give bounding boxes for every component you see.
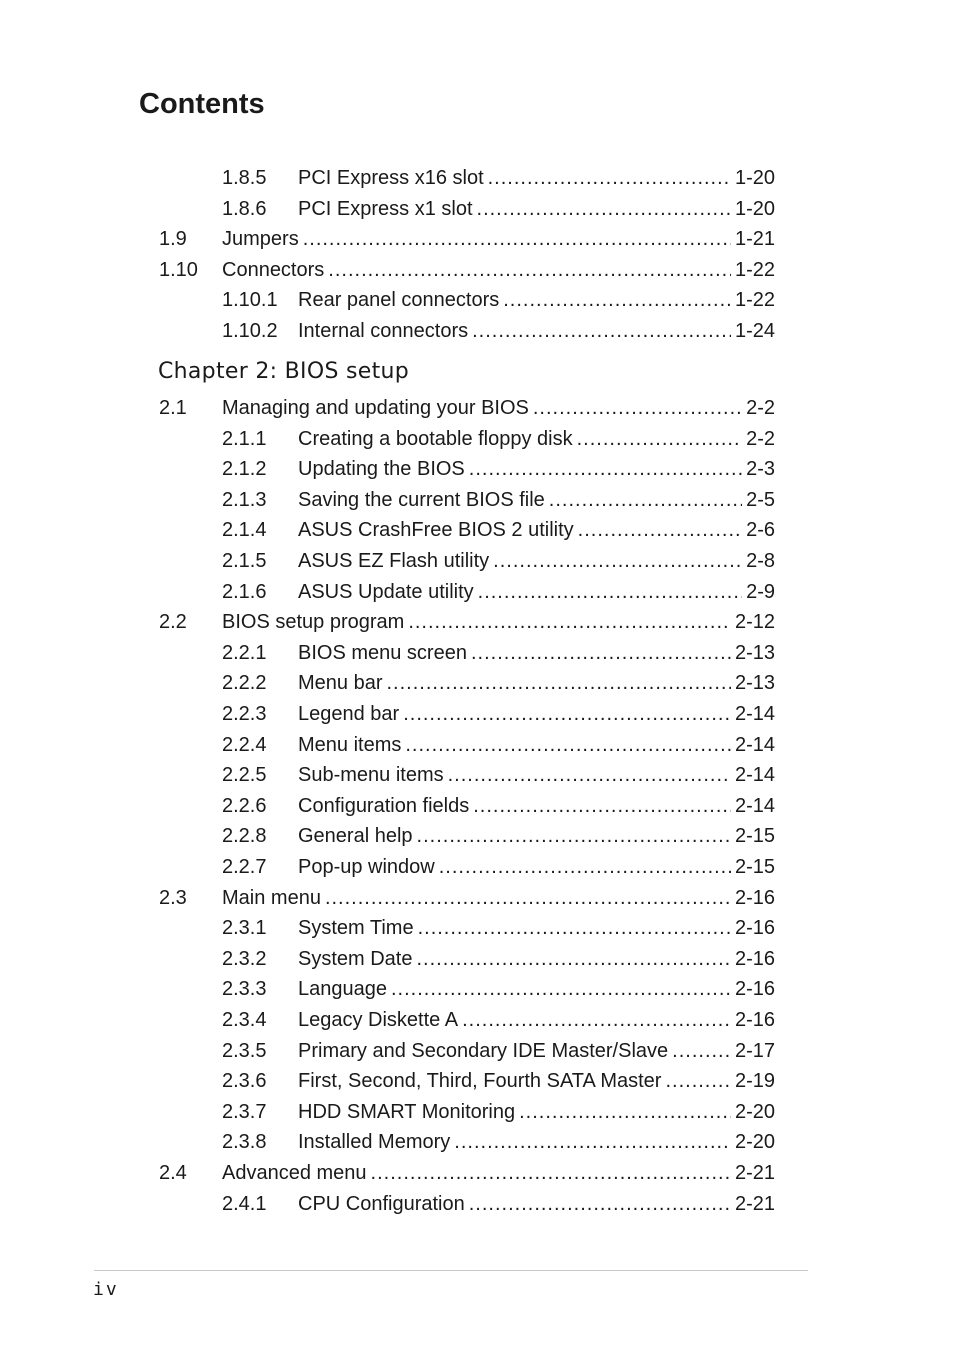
toc-entry-number: 2.2.8 xyxy=(222,825,267,848)
toc-entry-page: 2-20 xyxy=(734,1100,775,1123)
toc-entry-title: Creating a bootable floppy disk xyxy=(298,427,573,450)
toc-entry-number: 2.3.8 xyxy=(222,1131,267,1154)
toc-entry[interactable] xyxy=(0,577,775,607)
toc-entry-number: 2.1.1 xyxy=(222,427,267,450)
toc-entry-number: 1.8.6 xyxy=(222,197,267,220)
toc-entry-title: Jumpers xyxy=(222,228,299,251)
dot-leader xyxy=(472,316,731,346)
toc-entry-title: Menu bar xyxy=(298,672,383,695)
toc-entry-number: 2.2.7 xyxy=(222,856,267,878)
dot-leader xyxy=(577,424,742,454)
toc-entry-number: 2.2.5 xyxy=(222,764,267,787)
dot-leader xyxy=(408,607,731,637)
toc-entry-page: 2-12 xyxy=(734,611,775,634)
footer-divider xyxy=(94,1270,808,1271)
toc-entry-title: Pop-up window xyxy=(298,856,435,878)
toc-entry[interactable] xyxy=(0,791,775,821)
toc-entry-page: 1-22 xyxy=(734,289,775,312)
toc-entry[interactable] xyxy=(0,1158,775,1188)
dot-leader xyxy=(469,1189,731,1219)
dot-leader xyxy=(665,1066,731,1096)
dot-leader xyxy=(672,1036,731,1066)
toc-entry-title: Legend bar xyxy=(298,703,400,725)
toc-entry-title: Advanced menu xyxy=(222,1162,367,1184)
toc-entry-page: 2-21 xyxy=(734,1192,775,1215)
toc-entry-page: 2-15 xyxy=(734,856,775,878)
toc-entry-number: 2.4.1 xyxy=(222,1192,267,1215)
toc-entry-title: Saving the current BIOS file xyxy=(298,488,545,511)
toc-entry-page: 1-20 xyxy=(734,167,775,189)
toc-entry[interactable] xyxy=(0,730,775,760)
toc-entry-title: Configuration fields xyxy=(298,794,470,817)
toc-entry-number: 2.3.2 xyxy=(222,947,267,970)
toc-entry[interactable] xyxy=(0,974,775,1004)
toc-entry-title: Updating the BIOS xyxy=(298,458,465,481)
toc-entry[interactable] xyxy=(0,668,775,698)
toc-entry[interactable] xyxy=(0,285,775,315)
toc-entry-title: System Date xyxy=(298,947,413,970)
dot-leader xyxy=(549,485,742,515)
toc-entry-page: 2-3 xyxy=(746,458,775,481)
toc-entry[interactable] xyxy=(0,638,775,668)
toc-entry-number: 2.3.7 xyxy=(222,1100,267,1123)
toc-entry-title: ASUS CrashFree BIOS 2 utility xyxy=(298,519,574,542)
dot-leader xyxy=(519,1097,731,1127)
dot-leader xyxy=(416,944,730,974)
dot-leader xyxy=(328,255,731,285)
toc-entry-page: 2-14 xyxy=(734,794,775,817)
toc-entry-title: General help xyxy=(298,825,413,848)
dot-leader xyxy=(391,974,731,1004)
toc-entry-page: 1-21 xyxy=(734,228,775,251)
toc-entry-page: 2-8 xyxy=(746,550,775,572)
toc-entry-page: 2-17 xyxy=(734,1039,775,1062)
dot-leader xyxy=(471,638,731,668)
toc-entry-page: 2-20 xyxy=(734,1131,775,1154)
toc-entry-number: 2.3 xyxy=(159,886,187,909)
dot-leader xyxy=(387,668,731,698)
toc-entry-page: 2-2 xyxy=(746,397,775,419)
dot-leader xyxy=(477,194,731,224)
toc-entry-number: 2.3.1 xyxy=(222,917,267,940)
toc-entry-title: Internal connectors xyxy=(298,320,469,342)
toc-entry-title: BIOS setup program xyxy=(222,611,405,634)
toc-entry[interactable] xyxy=(0,255,775,285)
chapter-heading: Chapter 2: BIOS setup xyxy=(158,359,410,384)
toc-entry-number: 2.2.4 xyxy=(222,733,267,756)
toc-entry[interactable] xyxy=(0,944,775,974)
toc-entry[interactable] xyxy=(0,1097,775,1127)
toc-entry-title: ASUS EZ Flash utility xyxy=(298,550,490,572)
toc-entry-page: 2-14 xyxy=(734,733,775,756)
toc-entry-title: Legacy Diskette A xyxy=(298,1009,459,1031)
toc-entry[interactable] xyxy=(0,424,775,454)
dot-leader xyxy=(403,699,731,729)
toc-entry[interactable] xyxy=(0,821,775,851)
dot-leader xyxy=(503,285,731,315)
dot-leader xyxy=(325,883,731,913)
toc-entry-page: 1-24 xyxy=(734,320,775,342)
toc-entry-title: Connectors xyxy=(222,258,325,281)
toc-entry-title: ASUS Update utility xyxy=(298,580,474,603)
toc-entry[interactable] xyxy=(0,1005,775,1035)
dot-leader xyxy=(303,224,731,254)
toc-entry[interactable] xyxy=(0,316,775,346)
toc-entry-page: 2-6 xyxy=(746,519,775,542)
dot-leader xyxy=(493,546,742,576)
toc-entry-title: Sub-menu items xyxy=(298,764,444,787)
toc-entry-number: 2.1 xyxy=(159,397,187,419)
toc-entry[interactable] xyxy=(0,1066,775,1096)
toc-entry[interactable] xyxy=(0,607,775,637)
toc-entry-number: 1.10.2 xyxy=(222,320,278,342)
dot-leader xyxy=(454,1127,731,1157)
toc-entry-page: 2-16 xyxy=(734,978,775,1001)
dot-leader xyxy=(448,760,731,790)
toc-entry-page: 2-16 xyxy=(734,1009,775,1031)
toc-entry-title: Installed Memory xyxy=(298,1131,451,1154)
dot-leader xyxy=(469,454,742,484)
dot-leader xyxy=(533,393,742,423)
toc-entry-page: 2-16 xyxy=(734,886,775,909)
toc-entry[interactable] xyxy=(0,1127,775,1157)
dot-leader xyxy=(478,577,742,607)
toc-entry-number: 2.2.1 xyxy=(222,641,267,664)
toc-entry-number: 2.1.2 xyxy=(222,458,267,481)
toc-entry-number: 2.2 xyxy=(159,611,187,634)
toc-entry-page: 2-19 xyxy=(734,1070,775,1093)
dot-leader xyxy=(417,821,731,851)
toc-entry-title: Primary and Secondary IDE Master/Slave xyxy=(298,1039,669,1062)
toc-entry-title: Language xyxy=(298,978,387,1001)
toc-entry-number: 2.1.4 xyxy=(222,519,267,542)
toc-entry-page: 1-22 xyxy=(734,258,775,281)
toc-entry-number: 2.3.5 xyxy=(222,1039,267,1062)
toc-entry-number: 2.2.6 xyxy=(222,794,267,817)
toc-entry[interactable] xyxy=(0,1036,775,1066)
toc-entry-number: 2.1.6 xyxy=(222,580,267,603)
toc-entry-page: 2-15 xyxy=(734,825,775,848)
dot-leader xyxy=(405,730,731,760)
toc-entry-page: 2-14 xyxy=(734,764,775,787)
toc-entry-page: 2-16 xyxy=(734,947,775,970)
dot-leader xyxy=(439,852,731,882)
toc-entry-number: 2.2.2 xyxy=(222,672,267,695)
toc-entry-title: Rear panel connectors xyxy=(298,289,500,312)
toc-entry[interactable] xyxy=(0,546,775,576)
toc-entry[interactable] xyxy=(0,913,775,943)
toc-entry-number: 1.9 xyxy=(159,228,187,251)
toc-entry-page: 2-14 xyxy=(734,703,775,725)
toc-entry-page: 1-20 xyxy=(734,197,775,220)
dot-leader xyxy=(371,1158,731,1188)
dot-leader xyxy=(462,1005,731,1035)
toc-entry[interactable] xyxy=(0,393,775,423)
toc-entry-page: 2-5 xyxy=(746,488,775,511)
toc-entry-title: PCI Express x16 slot xyxy=(298,167,484,189)
toc-entry-page: 2-9 xyxy=(746,580,775,603)
toc-entry-title: Managing and updating your BIOS xyxy=(222,397,529,419)
toc-entry-number: 2.2.3 xyxy=(222,703,267,725)
toc-entry-number: 2.3.4 xyxy=(222,1009,267,1031)
toc-entry-page: 2-16 xyxy=(734,917,775,940)
toc-entry[interactable] xyxy=(0,454,775,484)
toc-entry[interactable] xyxy=(0,224,775,254)
page-title: Contents xyxy=(139,88,265,120)
toc-entry-title: CPU Configuration xyxy=(298,1192,465,1215)
toc-entry-title: System Time xyxy=(298,917,414,940)
toc-entry-title: Menu items xyxy=(298,733,402,756)
dot-leader xyxy=(578,515,742,545)
toc-entry-title: First, Second, Third, Fourth SATA Master xyxy=(298,1070,662,1093)
toc-entry-number: 1.8.5 xyxy=(222,167,267,189)
toc-entry[interactable] xyxy=(0,699,775,729)
toc-entry[interactable] xyxy=(0,194,775,224)
toc-entry-title: Main menu xyxy=(222,886,321,909)
dot-leader xyxy=(418,913,731,943)
toc-entry-page: 2-2 xyxy=(746,427,775,450)
toc-entry-page: 2-13 xyxy=(734,641,775,664)
toc-entry-number: 2.1.3 xyxy=(222,488,267,511)
toc-entry[interactable] xyxy=(0,1189,775,1219)
toc-entry[interactable] xyxy=(0,760,775,790)
toc-entry[interactable] xyxy=(0,852,775,882)
toc-entry[interactable] xyxy=(0,515,775,545)
toc-entry-title: HDD SMART Monitoring xyxy=(298,1100,516,1123)
dot-leader xyxy=(473,791,731,821)
toc-entry-number: 2.3.6 xyxy=(222,1070,267,1093)
toc-entry-number: 1.10 xyxy=(159,258,198,281)
toc-entry-title: BIOS menu screen xyxy=(298,641,467,664)
toc-entry[interactable] xyxy=(0,883,775,913)
footer-page-number: iv xyxy=(93,1279,119,1300)
dot-leader xyxy=(488,163,731,193)
toc-entry-number: 1.10.1 xyxy=(222,289,278,312)
toc-entry-title: PCI Express x1 slot xyxy=(298,197,473,220)
toc-entry-number: 2.4 xyxy=(159,1162,187,1184)
toc-entry-page: 2-21 xyxy=(734,1162,775,1184)
toc-entry-number: 2.3.3 xyxy=(222,978,267,1001)
toc-entry-page: 2-13 xyxy=(734,672,775,695)
toc-entry[interactable] xyxy=(0,163,775,193)
toc-entry[interactable] xyxy=(0,485,775,515)
toc-entry-number: 2.1.5 xyxy=(222,550,267,572)
